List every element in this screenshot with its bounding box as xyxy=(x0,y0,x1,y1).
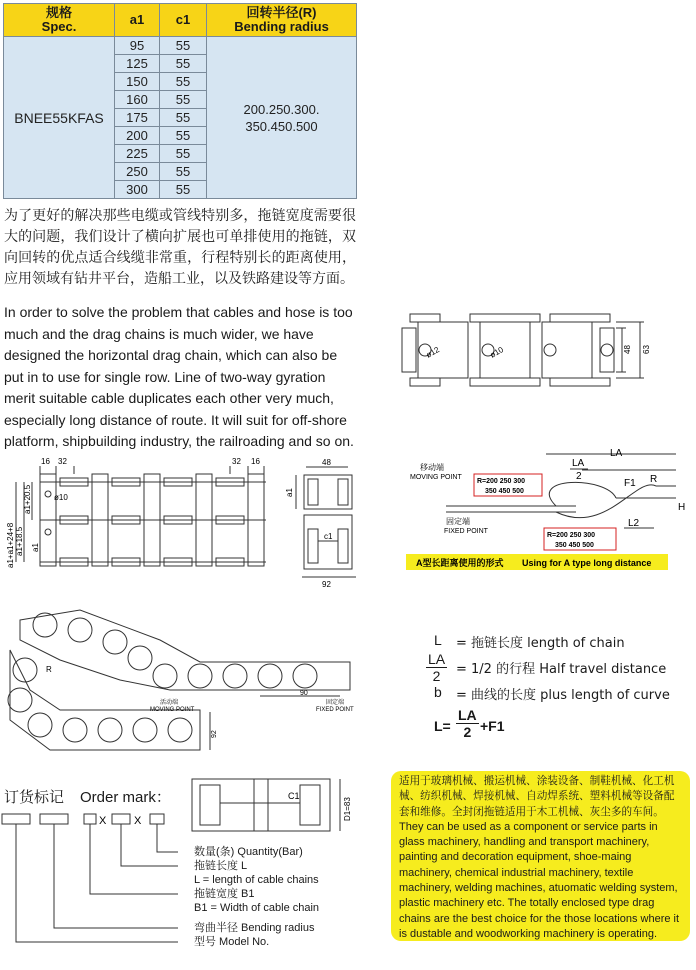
long-distance-drawing xyxy=(406,446,694,576)
dim-32-left: 32 xyxy=(58,457,67,466)
order-x1: X xyxy=(99,815,107,827)
chain-radius-label: R xyxy=(46,665,52,674)
formula-l-desc: = 拖链长度 length of chain xyxy=(456,636,625,651)
dim-16-right: 16 xyxy=(251,457,260,466)
a1-cell: 200 xyxy=(115,127,160,145)
description-en: In order to solve the problem that cables and hose is too much and the drag chains is much wider, we have designed the horizontal drag chain, which can also be put in to use for single row. Line of two-way gyration merit suitable cable duplicates each other very much, especially long distance of route. It will suit for off-shore platform, shipbuilding industry, the railroading and so on. xyxy=(4,304,354,449)
equation-tail: +F1 xyxy=(480,718,505,734)
dim-63: 63 xyxy=(642,345,651,354)
description-cn: 为了更好的解决那些电缆或管线特别多，拖链宽度需要很大的问题，我们设计了横向扩展也可单排使用的拖链，双向回转的优点适合线缆非常重，行程特别长的距离使用，应用领域有钻井平台，造船工业，以及铁路建设等方面。 xyxy=(4,208,356,287)
dim-la2-num: LA xyxy=(572,458,585,469)
usage-cn: 适用于玻璃机械、搬运机械、涂装设备、制鞋机械、化工机械、纺织机械、焊接机械、自动焊系统、塑料机械等设备配套和维修。全封闭拖链适用于木工机械、灰尘多的车间。 xyxy=(399,775,675,818)
legend-length-en: L = length of cable chains xyxy=(194,874,319,886)
formula-l: L xyxy=(434,632,442,648)
a1-cell: 160 xyxy=(115,91,160,109)
dim-f1: F1 xyxy=(624,478,636,489)
formula-la-desc: = 1/2 的行程 Half travel distance xyxy=(456,662,667,677)
c1-cell: 55 xyxy=(160,127,207,145)
dim-a1: a1 xyxy=(31,543,40,552)
radius-top-line2: 350 450 500 xyxy=(485,488,524,495)
legend-length-cn: 拖链长度 L xyxy=(194,860,248,872)
dim-l2: L2 xyxy=(628,518,640,529)
a1-cell: 225 xyxy=(115,145,160,163)
chain-moving-cn: 活动端 xyxy=(160,700,179,706)
formula-la-den: 2 xyxy=(432,668,441,684)
dim-h: H xyxy=(678,502,686,513)
a1-cell: 300 xyxy=(115,181,160,199)
radius-line-1: 200.250.300. xyxy=(243,101,320,117)
a1-cell: 175 xyxy=(115,109,160,127)
a1-header: a1 xyxy=(115,4,160,37)
c1-cell: 55 xyxy=(160,145,207,163)
radius-line-2: 350.450.500 xyxy=(245,118,318,134)
dim-a1-total: a1+a1+24+8 xyxy=(6,522,15,568)
spec-header-en: Spec. xyxy=(41,19,77,34)
a1-cell: 150 xyxy=(115,73,160,91)
order-title-cn: 订货标记 xyxy=(4,788,65,806)
dim-a1-18-5: a1+18.5 xyxy=(15,526,24,556)
legend-model: 型号 Model No. xyxy=(194,936,270,948)
chain-fixed-cn: 固定端 xyxy=(326,700,345,706)
radius-bottom-line1: R=200 250 300 xyxy=(547,532,596,539)
chain-side-drawing xyxy=(0,600,370,770)
c1-header: c1 xyxy=(160,4,207,37)
a1-cell: 250 xyxy=(115,163,160,181)
spec-header-cn: 规格 xyxy=(45,5,72,20)
radius-cell xyxy=(207,37,357,199)
c1-cell: 55 xyxy=(160,37,207,55)
moving-point-cn: 移动端 xyxy=(420,463,444,472)
formula-b-desc: = 曲线的长度 plus length of curve xyxy=(456,688,670,703)
a1-cell: 95 xyxy=(115,37,160,55)
order-title-en: Order mark： xyxy=(80,789,171,806)
dim-c1-center: c1 xyxy=(324,532,333,541)
dim-90-chain: 90 xyxy=(300,690,308,697)
moving-point-en: MOVING POINT xyxy=(410,474,462,481)
legend-quantity: 数量(条) Quantity(Bar) xyxy=(194,846,303,858)
dim-a1-center: a1 xyxy=(285,488,294,497)
order-d1: D1=83 xyxy=(343,797,352,821)
top-view-drawing xyxy=(400,300,660,400)
c1-cell: 55 xyxy=(160,163,207,181)
dim-la2-den: 2 xyxy=(576,471,582,482)
order-c1: C1 xyxy=(288,791,300,801)
a1-cell: 125 xyxy=(115,55,160,73)
formula-b: b xyxy=(434,684,442,700)
order-link-drawing xyxy=(190,775,360,837)
dim-16-left: 16 xyxy=(41,457,50,466)
equation-lhs: L= xyxy=(434,718,451,734)
legend-width-en: B1 = Width of cable chain xyxy=(194,902,320,914)
radius-top-line1: R=200 250 300 xyxy=(477,478,526,485)
caption-cn: A型长距离使用的形式 xyxy=(416,558,504,568)
chain-fixed-en: FIXED POINT xyxy=(316,707,354,713)
radius-header-en: Bending radius xyxy=(234,19,329,34)
radius-header xyxy=(207,4,357,37)
order-title xyxy=(4,786,171,807)
table-row xyxy=(4,37,357,55)
dim-48: 48 xyxy=(623,345,632,354)
multi-row-drawing xyxy=(4,452,274,584)
dim-d10-left: ø10 xyxy=(54,493,68,502)
spec-header xyxy=(4,4,115,37)
equation-den: 2 xyxy=(463,724,472,740)
fixed-point-en: FIXED POINT xyxy=(444,528,488,535)
c1-cell: 55 xyxy=(160,181,207,199)
c1-cell: 55 xyxy=(160,91,207,109)
radius-header-cn: 回转半径(R) xyxy=(246,5,317,20)
legend-width-cn: 拖链宽度 B1 xyxy=(194,888,255,900)
formula-la-num: LA xyxy=(428,651,446,667)
equation-num: LA xyxy=(458,707,477,723)
dim-92-center: 92 xyxy=(322,580,331,589)
spec-header-row xyxy=(4,4,357,37)
chain-moving-en: MOVING POINT xyxy=(150,707,195,713)
legend-radius: 弯曲半径 Bending radius xyxy=(194,922,315,934)
dim-92-chain: 92 xyxy=(211,730,218,738)
spec-table xyxy=(3,3,357,199)
c1-cell: 55 xyxy=(160,73,207,91)
dim-la: LA xyxy=(610,448,623,459)
cross-section-drawing xyxy=(276,455,366,590)
dim-r: R xyxy=(650,474,658,485)
equation-fraction xyxy=(456,707,479,740)
dim-a1-20-5: a1+20.5 xyxy=(23,484,32,514)
formula-la-fraction xyxy=(426,651,447,684)
caption-en: Using for A type long distance xyxy=(522,558,652,568)
c1-cell: 55 xyxy=(160,109,207,127)
usage-box xyxy=(391,771,690,941)
dim-48-center: 48 xyxy=(322,458,331,467)
model-cell: BNEE55KFAS xyxy=(4,37,115,199)
order-code-diagram xyxy=(0,812,180,947)
c1-cell: 55 xyxy=(160,55,207,73)
dim-32-right: 32 xyxy=(232,457,241,466)
usage-en: They can be used as a component or service parts in glass machinery, handling and transport machinery, painting and decoration equipment, shoe-maing machinery, chemical industrial machinery, textile machinery, welding machines, atuomatic welding system, plastic machinery etc. The totally enclosed type drag chains are the best choice for the those locations where it is dustable and woodworking machinery is operating. xyxy=(399,820,680,940)
dim-d10: ø10 xyxy=(488,345,505,360)
order-x2: X xyxy=(134,815,142,827)
fixed-point-cn: 固定端 xyxy=(446,517,470,526)
radius-bottom-line2: 350 450 500 xyxy=(555,542,594,549)
dim-d12: ø12 xyxy=(424,345,441,360)
